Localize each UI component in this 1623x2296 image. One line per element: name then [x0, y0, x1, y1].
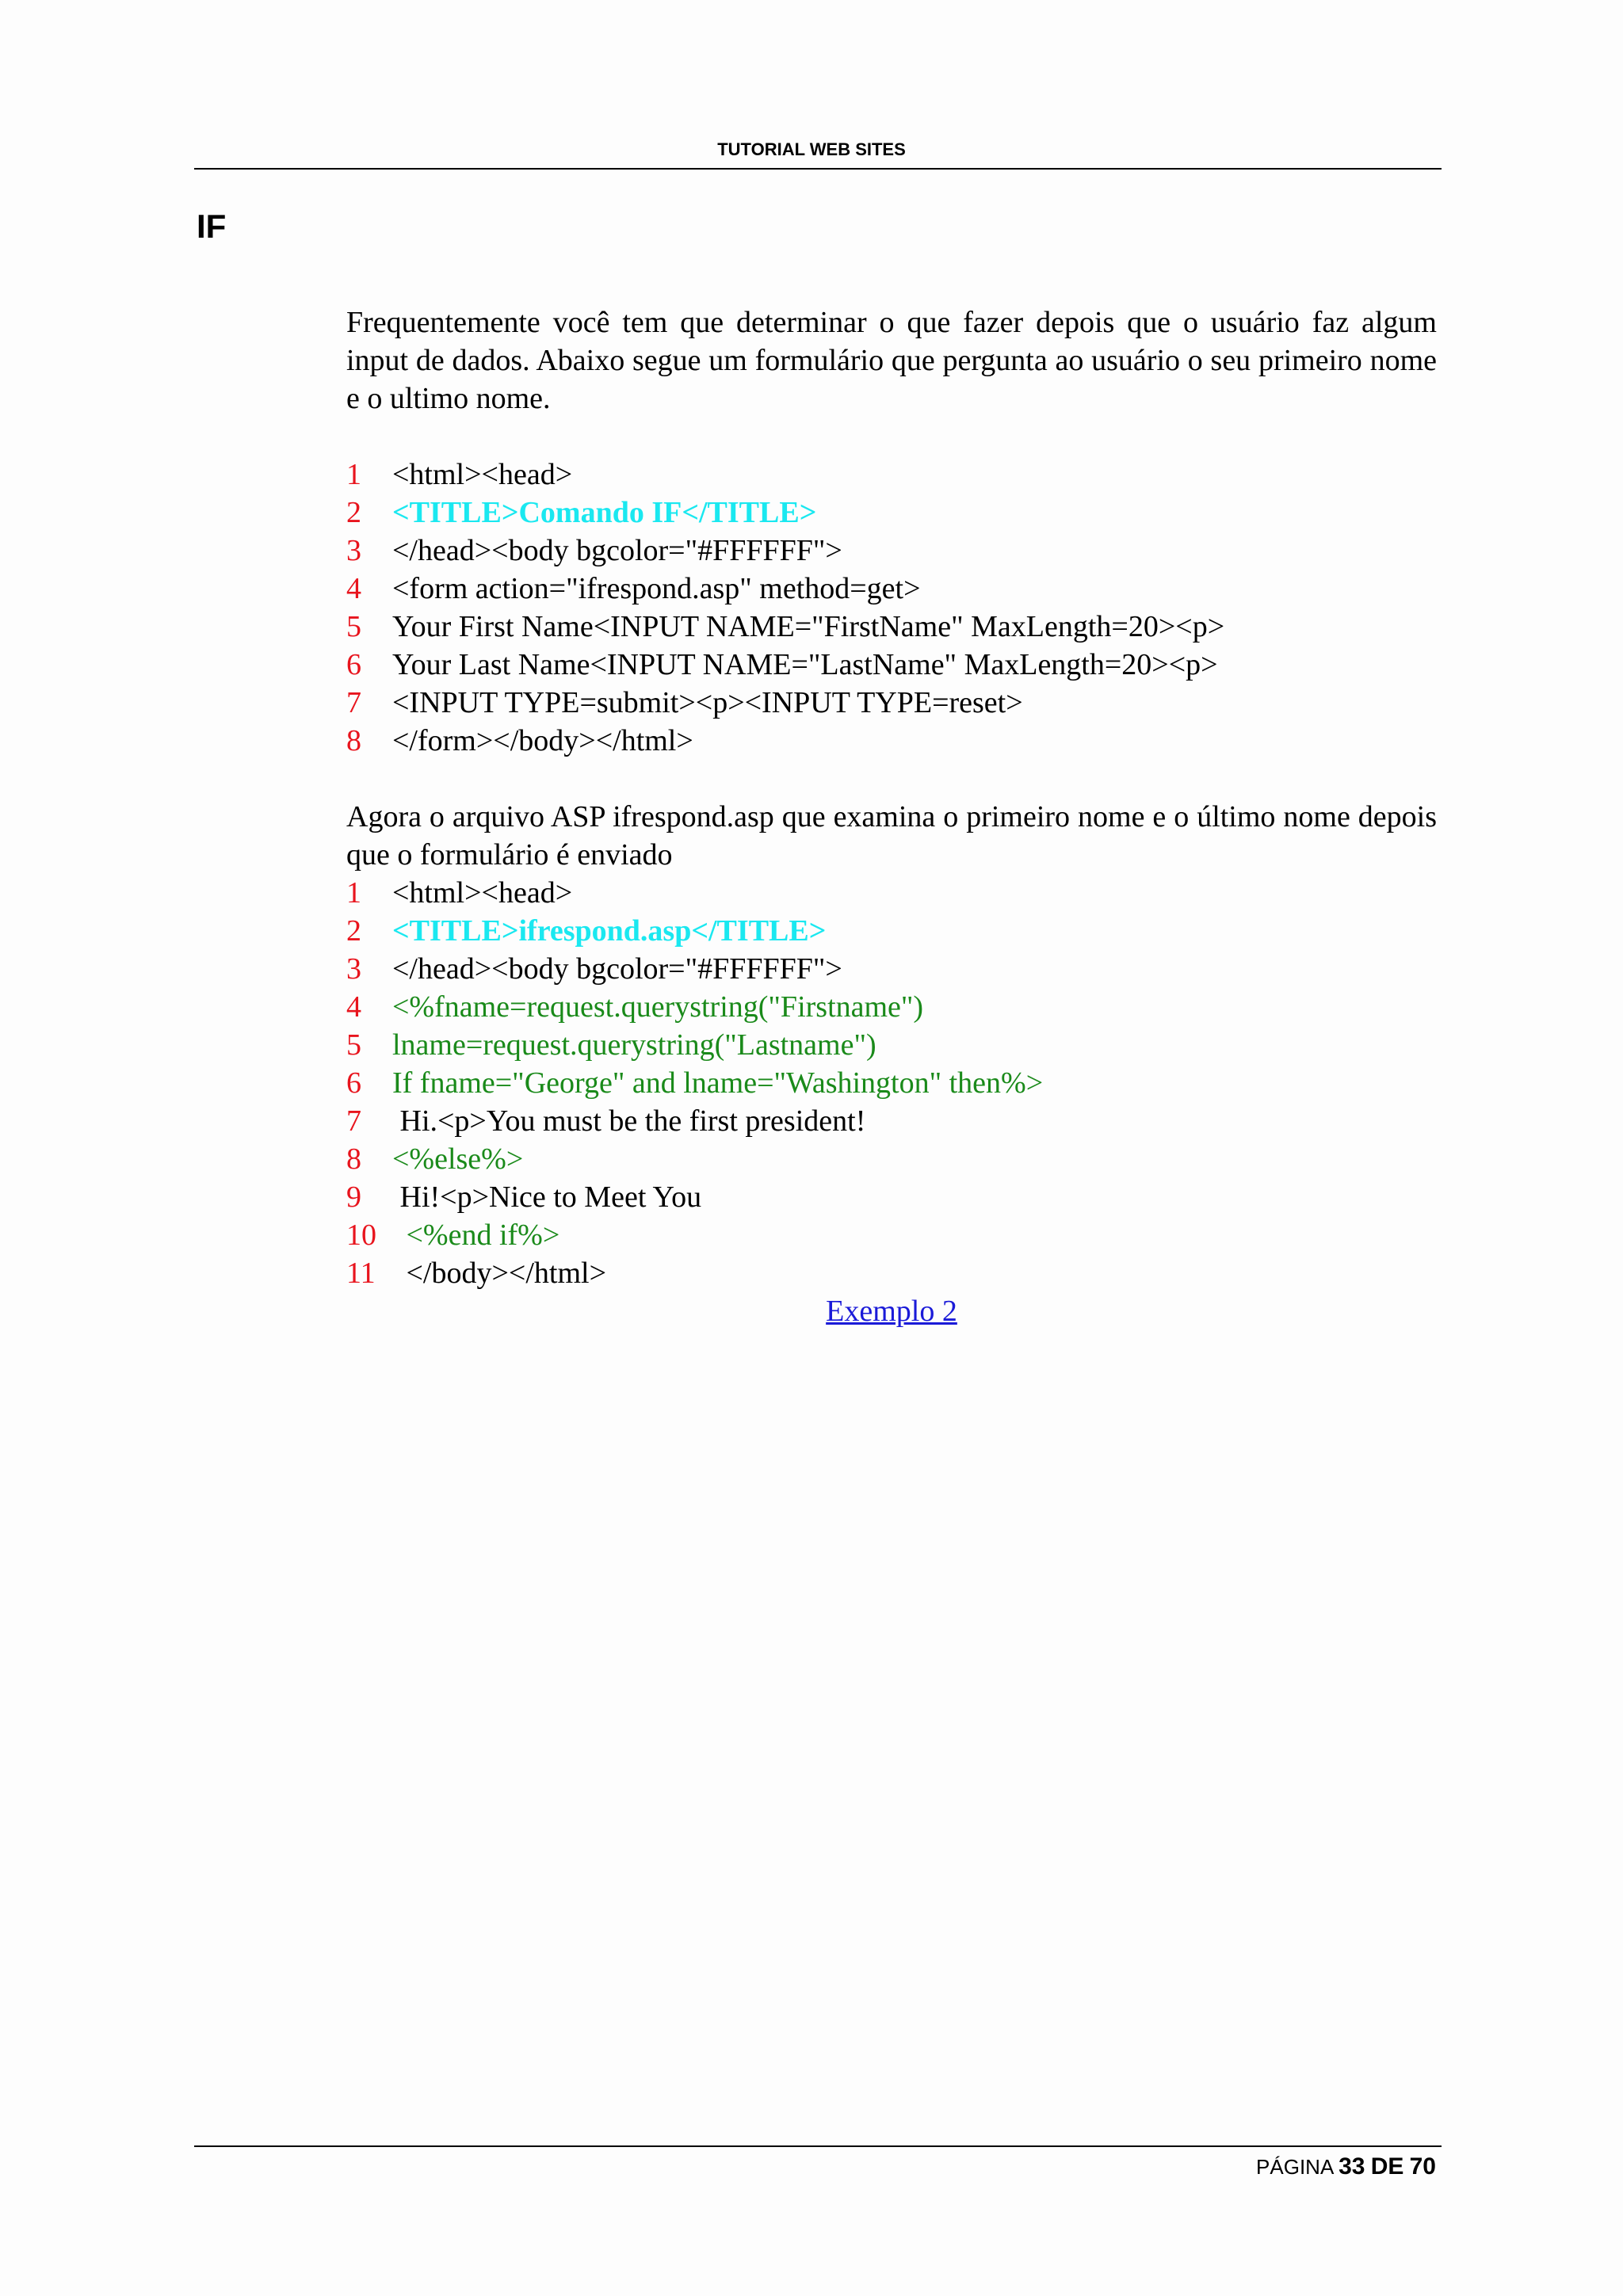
code-line: [346, 1026, 1437, 1064]
code-text: <%else%>: [392, 1142, 524, 1176]
line-number: 10: [346, 1219, 376, 1252]
line-number: 6: [346, 648, 361, 681]
code-line: [346, 1254, 1437, 1292]
code-line: [346, 684, 1437, 722]
code-line: [346, 570, 1437, 608]
page-number: 33: [1338, 2153, 1365, 2180]
code-block-form: [346, 456, 1437, 760]
code-line: [346, 722, 1437, 760]
second-paragraph: Agora o arquivo ASP ifrespond.asp que examina o primeiro nome e o último nome depois que o formulário é enviado: [346, 800, 1437, 871]
line-number: 2: [346, 914, 361, 948]
header-rule: [194, 168, 1442, 170]
code-line: [346, 874, 1437, 912]
code-text: <html><head>: [392, 876, 573, 910]
line-number: 5: [346, 1028, 361, 1062]
footer-rule: [194, 2145, 1442, 2147]
line-number: 4: [346, 572, 361, 605]
code-text: </head><body bgcolor="#FFFFFF">: [392, 534, 842, 567]
line-number: 3: [346, 534, 361, 567]
line-number: 8: [346, 724, 361, 757]
code-block-asp: [346, 874, 1437, 1292]
intro-paragraph: Frequentemente você tem que determinar o que fazer depois que o usuário faz algum input de dados. Abaixo segue um formulário que pergunta ao usuário o seu primeiro nome e o ultimo nome.: [346, 306, 1437, 415]
running-header: TUTORIAL WEB SITES: [717, 139, 906, 159]
line-number: 11: [346, 1257, 376, 1290]
page-footer: [1256, 2153, 1436, 2180]
code-text: <TITLE>Comando IF</TITLE>: [392, 496, 817, 529]
example-link-row: [346, 1292, 1437, 1330]
code-text: <form action="ifrespond.asp" method=get>: [392, 572, 921, 605]
code-line: [346, 988, 1437, 1026]
code-line: [346, 1064, 1437, 1102]
total-pages: 70: [1409, 2153, 1436, 2180]
code-line: [346, 456, 1437, 494]
page-content: [346, 303, 1437, 1330]
code-text: <%fname=request.querystring("Firstname"): [392, 990, 924, 1024]
code-line: [346, 532, 1437, 570]
code-text: Your Last Name<INPUT NAME="LastName" MaxLength=20><p>: [392, 648, 1218, 681]
code-line: [346, 646, 1437, 684]
page-label: PÁGINA: [1256, 2155, 1333, 2179]
line-number: 4: [346, 990, 361, 1024]
section-title: IF: [197, 208, 227, 245]
code-text: <%end if%>: [399, 1219, 560, 1252]
code-text: </head><body bgcolor="#FFFFFF">: [392, 952, 842, 986]
code-text: </form></body></html>: [392, 724, 693, 757]
code-text: Hi!<p>Nice to Meet You: [392, 1180, 702, 1214]
code-text: <html><head>: [392, 458, 573, 491]
code-text: Hi.<p>You must be the first president!: [392, 1104, 866, 1138]
code-text: </body></html>: [399, 1257, 607, 1290]
code-line: [346, 1216, 1437, 1254]
code-line: [346, 494, 1437, 532]
line-number: 3: [346, 952, 361, 986]
line-number: 8: [346, 1142, 361, 1176]
line-number: 5: [346, 610, 361, 643]
code-text: <INPUT TYPE=submit><p><INPUT TYPE=reset>: [392, 686, 1023, 719]
line-number: 1: [346, 876, 361, 910]
line-number: 2: [346, 496, 361, 529]
code-text: lname=request.querystring("Lastname"): [392, 1028, 876, 1062]
line-number: 7: [346, 1104, 361, 1138]
code-line: [346, 912, 1437, 950]
code-text: If fname="George" and lname="Washington" then%>: [392, 1066, 1044, 1100]
code-line: [346, 950, 1437, 988]
code-text: Your First Name<INPUT NAME="FirstName" MaxLength=20><p>: [392, 610, 1225, 643]
code-line: [346, 1140, 1437, 1178]
line-number: 1: [346, 458, 361, 491]
code-line: [346, 1102, 1437, 1140]
line-number: 9: [346, 1180, 361, 1214]
code-text: <TITLE>ifrespond.asp</TITLE>: [392, 914, 827, 948]
line-number: 6: [346, 1066, 361, 1100]
code-line: [346, 608, 1437, 646]
example-2-link[interactable]: Exemplo 2: [826, 1295, 957, 1328]
line-number: 7: [346, 686, 361, 719]
of-label: DE: [1370, 2153, 1404, 2180]
code-line: [346, 1178, 1437, 1216]
